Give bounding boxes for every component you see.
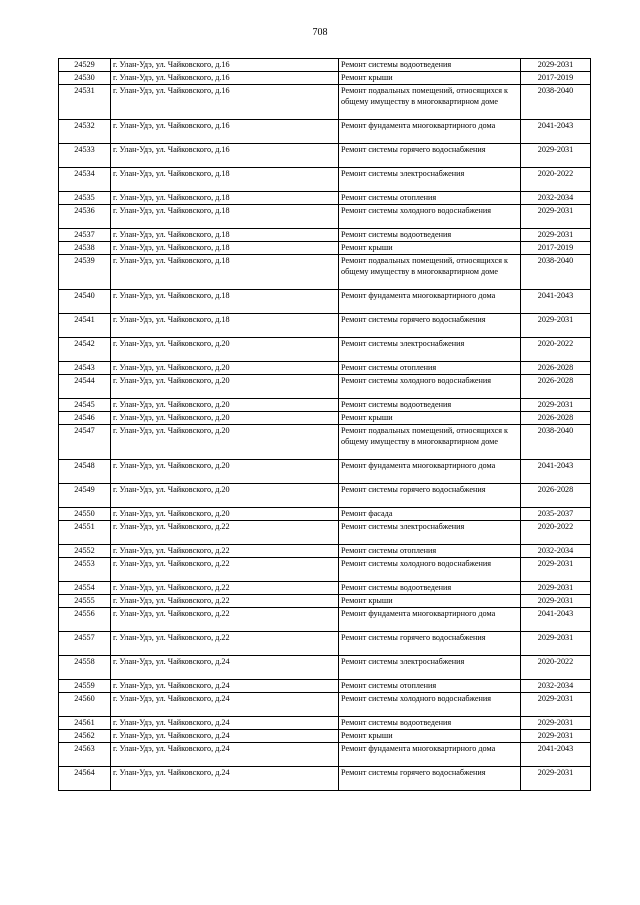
address-cell: г. Улан-Удэ, ул. Чайковского, д.22 [111,595,339,608]
period-cell: 2020-2022 [521,168,591,192]
period-cell: 2029-2031 [521,632,591,656]
row-id-cell: 24542 [59,338,111,362]
table-row [59,120,591,144]
period-cell: 2026-2028 [521,412,591,425]
period-cell: 2020-2022 [521,338,591,362]
work-type-cell: Ремонт системы горячего водоснабжения [339,314,521,338]
row-id-cell: 24562 [59,730,111,743]
table-row [59,632,591,656]
table-body [59,59,591,791]
table-row [59,72,591,85]
work-type-cell: Ремонт фундамента многоквартирного дома [339,743,521,767]
address-cell: г. Улан-Удэ, ул. Чайковского, д.24 [111,730,339,743]
table-row [59,144,591,168]
period-cell: 2035-2037 [521,508,591,521]
period-cell: 2029-2031 [521,229,591,242]
period-cell: 2029-2031 [521,144,591,168]
row-id-cell: 24529 [59,59,111,72]
row-id-cell: 24555 [59,595,111,608]
period-cell: 2029-2031 [521,717,591,730]
table-row [59,255,591,290]
address-cell: г. Улан-Удэ, ул. Чайковского, д.24 [111,743,339,767]
period-cell: 2029-2031 [521,558,591,582]
table-row [59,460,591,484]
table-row [59,242,591,255]
row-id-cell: 24549 [59,484,111,508]
period-cell: 2032-2034 [521,545,591,558]
row-id-cell: 24546 [59,412,111,425]
period-cell: 2029-2031 [521,582,591,595]
address-cell: г. Улан-Удэ, ул. Чайковского, д.16 [111,144,339,168]
table-row [59,680,591,693]
table-row [59,85,591,120]
address-cell: г. Улан-Удэ, ул. Чайковского, д.20 [111,425,339,460]
row-id-cell: 24533 [59,144,111,168]
table-row [59,205,591,229]
period-cell: 2032-2034 [521,192,591,205]
period-cell: 2026-2028 [521,375,591,399]
table-row [59,595,591,608]
period-cell: 2038-2040 [521,255,591,290]
work-type-cell: Ремонт системы холодного водоснабжения [339,693,521,717]
period-cell: 2020-2022 [521,521,591,545]
table-row [59,362,591,375]
work-type-cell: Ремонт системы холодного водоснабжения [339,558,521,582]
work-type-cell: Ремонт системы отопления [339,545,521,558]
table-row [59,399,591,412]
row-id-cell: 24531 [59,85,111,120]
period-cell: 2038-2040 [521,425,591,460]
table-row [59,521,591,545]
address-cell: г. Улан-Удэ, ул. Чайковского, д.20 [111,460,339,484]
period-cell: 2029-2031 [521,59,591,72]
period-cell: 2029-2031 [521,205,591,229]
period-cell: 2026-2028 [521,362,591,375]
period-cell: 2041-2043 [521,120,591,144]
table-row [59,717,591,730]
row-id-cell: 24553 [59,558,111,582]
address-cell: г. Улан-Удэ, ул. Чайковского, д.18 [111,168,339,192]
table-row [59,412,591,425]
work-type-cell: Ремонт крыши [339,72,521,85]
row-id-cell: 24545 [59,399,111,412]
table-row [59,608,591,632]
work-type-cell: Ремонт подвальных помещений, относящихся к общему имуществу в многоквартирном доме [339,425,521,460]
address-cell: г. Улан-Удэ, ул. Чайковского, д.22 [111,608,339,632]
row-id-cell: 24543 [59,362,111,375]
work-type-cell: Ремонт фундамента многоквартирного дома [339,290,521,314]
table-row [59,314,591,338]
table-row [59,290,591,314]
row-id-cell: 24560 [59,693,111,717]
row-id-cell: 24563 [59,743,111,767]
work-type-cell: Ремонт системы электроснабжения [339,168,521,192]
work-type-cell: Ремонт системы электроснабжения [339,338,521,362]
table-row [59,425,591,460]
address-cell: г. Улан-Удэ, ул. Чайковского, д.16 [111,72,339,85]
period-cell: 2041-2043 [521,460,591,484]
address-cell: г. Улан-Удэ, ул. Чайковского, д.16 [111,59,339,72]
row-id-cell: 24548 [59,460,111,484]
period-cell: 2029-2031 [521,730,591,743]
table-row [59,582,591,595]
work-type-cell: Ремонт системы горячего водоснабжения [339,484,521,508]
table-row [59,558,591,582]
work-type-cell: Ремонт крыши [339,412,521,425]
address-cell: г. Улан-Удэ, ул. Чайковского, д.24 [111,680,339,693]
work-type-cell: Ремонт системы холодного водоснабжения [339,205,521,229]
work-type-cell: Ремонт системы электроснабжения [339,521,521,545]
period-cell: 2020-2022 [521,656,591,680]
table-row [59,484,591,508]
address-cell: г. Улан-Удэ, ул. Чайковского, д.18 [111,229,339,242]
row-id-cell: 24538 [59,242,111,255]
address-cell: г. Улан-Удэ, ул. Чайковского, д.22 [111,545,339,558]
table-row [59,375,591,399]
table-row [59,229,591,242]
address-cell: г. Улан-Удэ, ул. Чайковского, д.22 [111,582,339,595]
work-type-cell: Ремонт фасада [339,508,521,521]
row-id-cell: 24556 [59,608,111,632]
row-id-cell: 24544 [59,375,111,399]
row-id-cell: 24534 [59,168,111,192]
work-type-cell: Ремонт системы водоотведения [339,582,521,595]
address-cell: г. Улан-Удэ, ул. Чайковского, д.22 [111,558,339,582]
address-cell: г. Улан-Удэ, ул. Чайковского, д.20 [111,484,339,508]
work-type-cell: Ремонт системы электроснабжения [339,656,521,680]
work-type-cell: Ремонт системы водоотведения [339,717,521,730]
table-row [59,59,591,72]
address-cell: г. Улан-Удэ, ул. Чайковского, д.20 [111,399,339,412]
table-row [59,730,591,743]
work-type-cell: Ремонт системы водоотведения [339,399,521,412]
work-type-cell: Ремонт системы отопления [339,680,521,693]
address-cell: г. Улан-Удэ, ул. Чайковского, д.18 [111,290,339,314]
work-type-cell: Ремонт фундамента многоквартирного дома [339,120,521,144]
work-type-cell: Ремонт фундамента многоквартирного дома [339,460,521,484]
work-type-cell: Ремонт системы горячего водоснабжения [339,632,521,656]
address-cell: г. Улан-Удэ, ул. Чайковского, д.20 [111,508,339,521]
row-id-cell: 24559 [59,680,111,693]
period-cell: 2029-2031 [521,693,591,717]
work-type-cell: Ремонт системы отопления [339,192,521,205]
work-type-cell: Ремонт системы холодного водоснабжения [339,375,521,399]
period-cell: 2032-2034 [521,680,591,693]
row-id-cell: 24535 [59,192,111,205]
address-cell: г. Улан-Удэ, ул. Чайковского, д.24 [111,717,339,730]
row-id-cell: 24537 [59,229,111,242]
work-type-cell: Ремонт крыши [339,595,521,608]
period-cell: 2041-2043 [521,608,591,632]
address-cell: г. Улан-Удэ, ул. Чайковского, д.24 [111,693,339,717]
table-row [59,338,591,362]
address-cell: г. Улан-Удэ, ул. Чайковского, д.20 [111,362,339,375]
work-type-cell: Ремонт крыши [339,242,521,255]
work-type-cell: Ремонт подвальных помещений, относящихся к общему имуществу в многоквартирном доме [339,255,521,290]
period-cell: 2017-2019 [521,242,591,255]
table-row [59,767,591,791]
period-cell: 2041-2043 [521,743,591,767]
period-cell: 2029-2031 [521,314,591,338]
table-row [59,656,591,680]
row-id-cell: 24536 [59,205,111,229]
row-id-cell: 24554 [59,582,111,595]
row-id-cell: 24539 [59,255,111,290]
table-row [59,743,591,767]
address-cell: г. Улан-Удэ, ул. Чайковского, д.20 [111,412,339,425]
work-type-cell: Ремонт системы горячего водоснабжения [339,144,521,168]
row-id-cell: 24530 [59,72,111,85]
address-cell: г. Улан-Удэ, ул. Чайковского, д.24 [111,767,339,791]
address-cell: г. Улан-Удэ, ул. Чайковского, д.16 [111,120,339,144]
address-cell: г. Улан-Удэ, ул. Чайковского, д.18 [111,314,339,338]
work-type-cell: Ремонт системы водоотведения [339,229,521,242]
work-type-cell: Ремонт системы отопления [339,362,521,375]
address-cell: г. Улан-Удэ, ул. Чайковского, д.18 [111,242,339,255]
page-number: 708 [312,27,328,38]
row-id-cell: 24550 [59,508,111,521]
address-cell: г. Улан-Удэ, ул. Чайковского, д.20 [111,375,339,399]
row-id-cell: 24540 [59,290,111,314]
work-type-cell: Ремонт подвальных помещений, относящихся к общему имуществу в многоквартирном доме [339,85,521,120]
address-cell: г. Улан-Удэ, ул. Чайковского, д.22 [111,521,339,545]
work-type-cell: Ремонт фундамента многоквартирного дома [339,608,521,632]
work-type-cell: Ремонт крыши [339,730,521,743]
repair-schedule-table [58,58,591,791]
table-row [59,168,591,192]
row-id-cell: 24547 [59,425,111,460]
row-id-cell: 24541 [59,314,111,338]
period-cell: 2029-2031 [521,399,591,412]
work-type-cell: Ремонт системы водоотведения [339,59,521,72]
period-cell: 2038-2040 [521,85,591,120]
table-row [59,545,591,558]
period-cell: 2029-2031 [521,595,591,608]
address-cell: г. Улан-Удэ, ул. Чайковского, д.22 [111,632,339,656]
row-id-cell: 24558 [59,656,111,680]
address-cell: г. Улан-Удэ, ул. Чайковского, д.20 [111,338,339,362]
address-cell: г. Улан-Удэ, ул. Чайковского, д.18 [111,192,339,205]
address-cell: г. Улан-Удэ, ул. Чайковского, д.18 [111,255,339,290]
period-cell: 2026-2028 [521,484,591,508]
row-id-cell: 24551 [59,521,111,545]
table-row [59,192,591,205]
period-cell: 2029-2031 [521,767,591,791]
address-cell: г. Улан-Удэ, ул. Чайковского, д.24 [111,656,339,680]
row-id-cell: 24561 [59,717,111,730]
row-id-cell: 24564 [59,767,111,791]
period-cell: 2017-2019 [521,72,591,85]
row-id-cell: 24552 [59,545,111,558]
row-id-cell: 24557 [59,632,111,656]
table-row [59,508,591,521]
work-type-cell: Ремонт системы горячего водоснабжения [339,767,521,791]
period-cell: 2041-2043 [521,290,591,314]
table-row [59,693,591,717]
row-id-cell: 24532 [59,120,111,144]
address-cell: г. Улан-Удэ, ул. Чайковского, д.18 [111,205,339,229]
address-cell: г. Улан-Удэ, ул. Чайковского, д.16 [111,85,339,120]
